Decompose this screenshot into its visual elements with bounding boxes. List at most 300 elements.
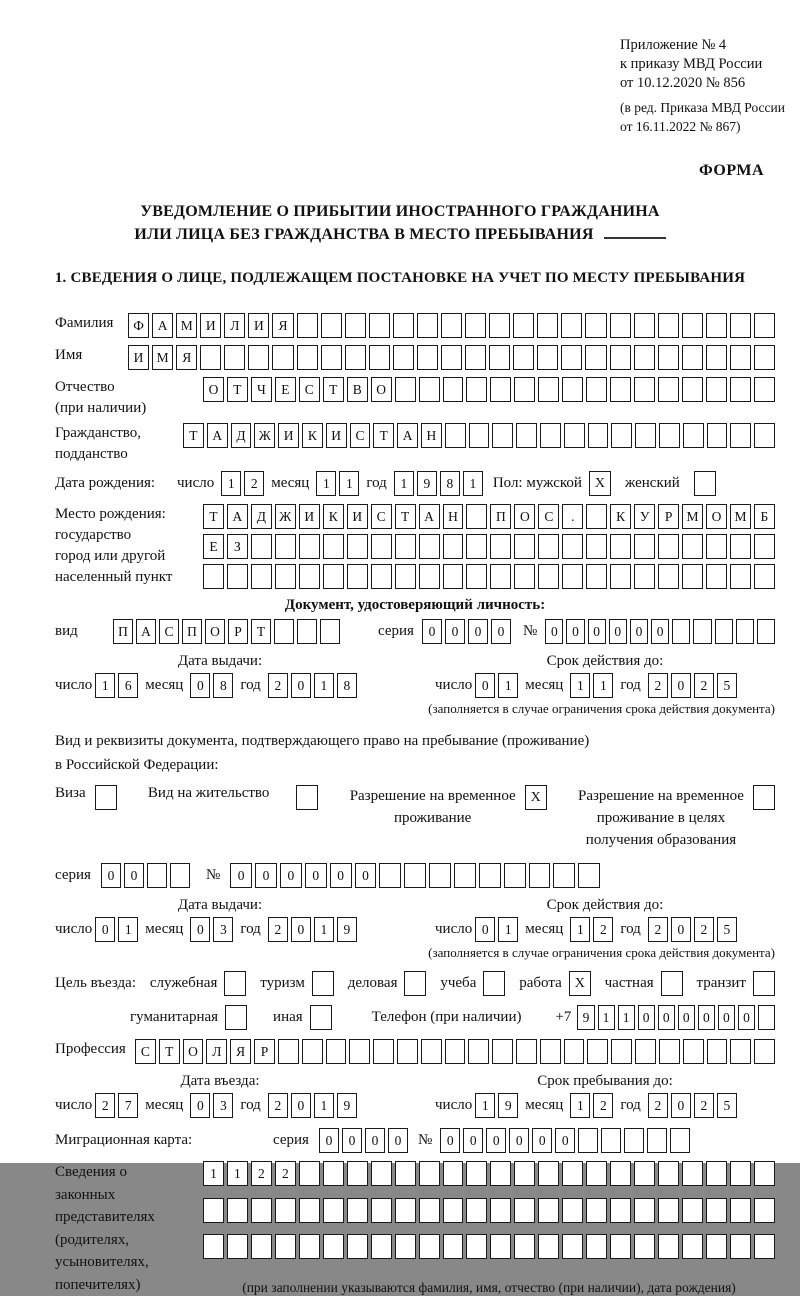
form-cell[interactable] — [537, 345, 558, 370]
form-cell[interactable] — [369, 313, 390, 338]
form-cell[interactable]: О — [706, 504, 727, 529]
form-cell[interactable] — [611, 1039, 632, 1064]
form-cell[interactable]: 2 — [268, 917, 288, 942]
form-cell[interactable] — [754, 423, 775, 448]
purpose-other-checkbox[interactable] — [310, 1005, 332, 1030]
form-cell[interactable]: 0 — [319, 1128, 339, 1153]
form-cell[interactable] — [754, 534, 775, 559]
form-cell[interactable]: 0 — [566, 619, 584, 644]
form-cell[interactable] — [659, 1039, 680, 1064]
form-cell[interactable]: Т — [323, 377, 344, 402]
form-cell[interactable]: 1 — [221, 471, 241, 496]
form-cell[interactable] — [203, 1234, 224, 1259]
purpose-private-checkbox[interactable] — [661, 971, 683, 996]
form-cell[interactable] — [658, 534, 679, 559]
form-cell[interactable]: . — [562, 504, 583, 529]
form-cell[interactable] — [707, 423, 728, 448]
form-cell[interactable] — [538, 534, 559, 559]
temp-residence-checkbox[interactable]: X — [525, 785, 547, 810]
form-cell[interactable] — [395, 564, 416, 589]
form-cell[interactable] — [224, 345, 245, 370]
form-cell[interactable]: 0 — [422, 619, 442, 644]
form-cell[interactable]: Л — [206, 1039, 227, 1064]
form-cell[interactable] — [393, 313, 414, 338]
form-cell[interactable]: 0 — [509, 1128, 529, 1153]
form-cell[interactable] — [754, 313, 775, 338]
form-cell[interactable] — [588, 423, 609, 448]
form-cell[interactable]: 2 — [694, 1093, 714, 1118]
form-cell[interactable] — [227, 564, 248, 589]
form-cell[interactable] — [561, 313, 582, 338]
form-cell[interactable] — [601, 1128, 621, 1153]
form-cell[interactable]: 1 — [598, 1005, 615, 1030]
form-cell[interactable] — [492, 1039, 513, 1064]
form-cell[interactable] — [706, 345, 727, 370]
form-cell[interactable]: 0 — [463, 1128, 483, 1153]
form-cell[interactable] — [419, 1234, 440, 1259]
form-cell[interactable] — [395, 534, 416, 559]
purpose-study-checkbox[interactable] — [483, 971, 505, 996]
form-cell[interactable] — [251, 564, 272, 589]
form-cell[interactable]: М — [152, 345, 173, 370]
form-cell[interactable] — [272, 345, 293, 370]
form-cell[interactable]: 9 — [337, 1093, 357, 1118]
purpose-official-checkbox[interactable] — [224, 971, 246, 996]
form-cell[interactable] — [323, 1198, 344, 1223]
form-cell[interactable]: 1 — [314, 1093, 334, 1118]
form-cell[interactable] — [634, 1198, 655, 1223]
form-cell[interactable]: Р — [228, 619, 248, 644]
form-cell[interactable] — [611, 423, 632, 448]
form-cell[interactable]: 0 — [280, 863, 302, 888]
form-cell[interactable] — [397, 1039, 418, 1064]
form-cell[interactable] — [371, 1198, 392, 1223]
form-cell[interactable] — [658, 1198, 679, 1223]
form-cell[interactable] — [347, 534, 368, 559]
form-cell[interactable] — [345, 345, 366, 370]
form-cell[interactable] — [585, 313, 606, 338]
form-cell[interactable] — [466, 534, 487, 559]
form-cell[interactable]: З — [227, 534, 248, 559]
form-cell[interactable] — [585, 345, 606, 370]
form-cell[interactable]: 0 — [486, 1128, 506, 1153]
form-cell[interactable]: О — [203, 377, 224, 402]
form-cell[interactable]: А — [136, 619, 156, 644]
form-cell[interactable] — [297, 313, 318, 338]
form-cell[interactable] — [754, 345, 775, 370]
form-cell[interactable] — [562, 564, 583, 589]
form-cell[interactable] — [371, 1234, 392, 1259]
form-cell[interactable]: 0 — [330, 863, 352, 888]
form-cell[interactable] — [443, 534, 464, 559]
form-cell[interactable] — [730, 313, 751, 338]
purpose-transit-checkbox[interactable] — [753, 971, 775, 996]
form-cell[interactable] — [553, 863, 575, 888]
form-cell[interactable]: П — [113, 619, 133, 644]
form-cell[interactable]: 2 — [648, 1093, 668, 1118]
form-cell[interactable] — [299, 564, 320, 589]
sex-female-checkbox[interactable] — [694, 471, 716, 496]
form-cell[interactable] — [320, 619, 340, 644]
form-cell[interactable]: 0 — [671, 673, 691, 698]
form-cell[interactable] — [349, 1039, 370, 1064]
form-cell[interactable] — [754, 564, 775, 589]
form-cell[interactable] — [538, 377, 559, 402]
form-cell[interactable]: Е — [203, 534, 224, 559]
form-cell[interactable] — [730, 377, 751, 402]
form-cell[interactable] — [682, 313, 703, 338]
form-cell[interactable] — [347, 1234, 368, 1259]
form-cell[interactable] — [730, 1198, 751, 1223]
form-cell[interactable]: 6 — [118, 673, 138, 698]
form-cell[interactable]: Т — [395, 504, 416, 529]
form-cell[interactable] — [540, 1039, 561, 1064]
form-cell[interactable]: И — [200, 313, 221, 338]
form-cell[interactable] — [203, 1198, 224, 1223]
form-cell[interactable]: 1 — [463, 471, 483, 496]
form-cell[interactable] — [757, 619, 775, 644]
form-cell[interactable] — [730, 1039, 751, 1064]
form-cell[interactable]: И — [326, 423, 347, 448]
form-cell[interactable] — [395, 1161, 416, 1186]
form-cell[interactable] — [586, 1161, 607, 1186]
form-cell[interactable] — [347, 1161, 368, 1186]
form-cell[interactable] — [441, 345, 462, 370]
form-cell[interactable] — [635, 1039, 656, 1064]
form-cell[interactable]: Я — [272, 313, 293, 338]
form-cell[interactable] — [537, 313, 558, 338]
form-cell[interactable]: 9 — [337, 917, 357, 942]
form-cell[interactable]: И — [248, 313, 269, 338]
purpose-work-checkbox[interactable]: X — [569, 971, 591, 996]
form-cell[interactable] — [670, 1128, 690, 1153]
form-cell[interactable] — [658, 564, 679, 589]
form-cell[interactable] — [417, 313, 438, 338]
form-cell[interactable]: К — [610, 504, 631, 529]
form-cell[interactable]: 0 — [491, 619, 511, 644]
form-cell[interactable] — [443, 1234, 464, 1259]
form-cell[interactable] — [634, 1234, 655, 1259]
form-cell[interactable]: Я — [176, 345, 197, 370]
form-cell[interactable] — [683, 1039, 704, 1064]
form-cell[interactable]: Т — [251, 619, 271, 644]
form-cell[interactable]: 0 — [190, 917, 210, 942]
form-cell[interactable] — [302, 1039, 323, 1064]
form-cell[interactable]: С — [159, 619, 179, 644]
purpose-business-checkbox[interactable] — [404, 971, 426, 996]
form-cell[interactable] — [203, 564, 224, 589]
form-cell[interactable] — [147, 863, 167, 888]
form-cell[interactable]: 0 — [445, 619, 465, 644]
form-cell[interactable]: Т — [373, 423, 394, 448]
form-cell[interactable]: 2 — [268, 673, 288, 698]
form-cell[interactable] — [562, 1234, 583, 1259]
form-cell[interactable]: 5 — [717, 917, 737, 942]
form-cell[interactable] — [299, 1161, 320, 1186]
form-cell[interactable]: 0 — [651, 619, 669, 644]
form-cell[interactable]: 5 — [717, 1093, 737, 1118]
form-cell[interactable] — [754, 1198, 775, 1223]
form-cell[interactable] — [562, 1198, 583, 1223]
form-cell[interactable]: О — [371, 377, 392, 402]
form-cell[interactable] — [417, 345, 438, 370]
form-cell[interactable]: 1 — [95, 673, 115, 698]
form-cell[interactable] — [610, 345, 631, 370]
form-cell[interactable] — [634, 564, 655, 589]
form-cell[interactable]: Ж — [254, 423, 275, 448]
form-cell[interactable] — [538, 1198, 559, 1223]
form-cell[interactable] — [730, 423, 751, 448]
form-cell[interactable]: 9 — [577, 1005, 594, 1030]
form-cell[interactable] — [468, 1039, 489, 1064]
form-cell[interactable] — [658, 1161, 679, 1186]
form-cell[interactable] — [323, 534, 344, 559]
form-cell[interactable]: 2 — [244, 471, 264, 496]
form-cell[interactable] — [465, 313, 486, 338]
form-cell[interactable] — [610, 313, 631, 338]
form-cell[interactable]: 0 — [305, 863, 327, 888]
form-cell[interactable]: 0 — [190, 673, 210, 698]
form-cell[interactable]: 1 — [570, 673, 590, 698]
form-cell[interactable]: 2 — [648, 917, 668, 942]
form-cell[interactable] — [624, 1128, 644, 1153]
form-cell[interactable] — [490, 534, 511, 559]
form-cell[interactable]: 1 — [314, 673, 334, 698]
form-cell[interactable]: 2 — [268, 1093, 288, 1118]
form-cell[interactable]: 0 — [388, 1128, 408, 1153]
form-cell[interactable] — [227, 1198, 248, 1223]
form-cell[interactable]: 0 — [365, 1128, 385, 1153]
purpose-humanitarian-checkbox[interactable] — [225, 1005, 247, 1030]
form-cell[interactable]: 0 — [588, 619, 606, 644]
form-cell[interactable]: 0 — [545, 619, 563, 644]
form-cell[interactable] — [371, 534, 392, 559]
form-cell[interactable] — [170, 863, 190, 888]
form-cell[interactable] — [610, 377, 631, 402]
form-cell[interactable] — [419, 1198, 440, 1223]
form-cell[interactable] — [419, 564, 440, 589]
form-cell[interactable] — [514, 1161, 535, 1186]
form-cell[interactable] — [200, 345, 221, 370]
form-cell[interactable]: 1 — [570, 917, 590, 942]
form-cell[interactable]: О — [514, 504, 535, 529]
form-cell[interactable]: 9 — [417, 471, 437, 496]
form-cell[interactable]: 2 — [251, 1161, 272, 1186]
form-cell[interactable]: Р — [254, 1039, 275, 1064]
form-cell[interactable]: 0 — [291, 917, 311, 942]
form-cell[interactable]: Ж — [275, 504, 296, 529]
form-cell[interactable] — [658, 1234, 679, 1259]
form-cell[interactable]: 2 — [593, 1093, 613, 1118]
form-cell[interactable] — [754, 1161, 775, 1186]
form-cell[interactable]: М — [730, 504, 751, 529]
form-cell[interactable] — [466, 1234, 487, 1259]
form-cell[interactable] — [395, 1234, 416, 1259]
form-cell[interactable] — [730, 1161, 751, 1186]
form-cell[interactable] — [227, 1234, 248, 1259]
form-cell[interactable] — [299, 1198, 320, 1223]
form-cell[interactable]: 0 — [475, 917, 495, 942]
form-cell[interactable]: 2 — [694, 673, 714, 698]
form-cell[interactable]: 0 — [124, 863, 144, 888]
form-cell[interactable] — [586, 377, 607, 402]
form-cell[interactable] — [730, 564, 751, 589]
form-cell[interactable] — [371, 564, 392, 589]
form-cell[interactable] — [490, 564, 511, 589]
form-cell[interactable]: 0 — [291, 673, 311, 698]
form-cell[interactable] — [251, 534, 272, 559]
form-cell[interactable]: А — [419, 504, 440, 529]
form-cell[interactable] — [610, 534, 631, 559]
form-cell[interactable] — [516, 1039, 537, 1064]
form-cell[interactable] — [347, 564, 368, 589]
form-cell[interactable] — [326, 1039, 347, 1064]
form-cell[interactable] — [634, 345, 655, 370]
form-cell[interactable] — [706, 1198, 727, 1223]
form-cell[interactable]: А — [227, 504, 248, 529]
form-cell[interactable] — [465, 345, 486, 370]
form-cell[interactable]: И — [347, 504, 368, 529]
form-cell[interactable] — [706, 534, 727, 559]
form-cell[interactable] — [754, 377, 775, 402]
form-cell[interactable]: 0 — [671, 917, 691, 942]
form-cell[interactable] — [538, 1234, 559, 1259]
form-cell[interactable]: 0 — [475, 673, 495, 698]
form-cell[interactable] — [323, 564, 344, 589]
form-cell[interactable] — [514, 564, 535, 589]
form-cell[interactable] — [682, 345, 703, 370]
form-cell[interactable]: К — [302, 423, 323, 448]
form-cell[interactable]: Т — [183, 423, 204, 448]
form-cell[interactable] — [275, 1198, 296, 1223]
form-cell[interactable] — [466, 377, 487, 402]
form-cell[interactable] — [513, 313, 534, 338]
form-cell[interactable] — [489, 313, 510, 338]
form-cell[interactable]: 1 — [314, 917, 334, 942]
form-cell[interactable] — [635, 423, 656, 448]
form-cell[interactable]: 0 — [95, 917, 115, 942]
form-cell[interactable] — [658, 313, 679, 338]
form-cell[interactable]: С — [299, 377, 320, 402]
form-cell[interactable]: 0 — [658, 1005, 675, 1030]
form-cell[interactable] — [564, 423, 585, 448]
form-cell[interactable] — [562, 377, 583, 402]
form-cell[interactable] — [514, 377, 535, 402]
form-cell[interactable] — [404, 863, 426, 888]
form-cell[interactable] — [529, 863, 551, 888]
form-cell[interactable]: С — [538, 504, 559, 529]
form-cell[interactable] — [578, 863, 600, 888]
form-cell[interactable] — [587, 1039, 608, 1064]
form-cell[interactable]: Б — [754, 504, 775, 529]
form-cell[interactable] — [683, 423, 704, 448]
form-cell[interactable] — [610, 564, 631, 589]
form-cell[interactable] — [578, 1128, 598, 1153]
form-cell[interactable] — [647, 1128, 667, 1153]
form-cell[interactable]: К — [323, 504, 344, 529]
form-cell[interactable] — [429, 863, 451, 888]
form-cell[interactable] — [421, 1039, 442, 1064]
form-cell[interactable] — [419, 377, 440, 402]
form-cell[interactable]: Т — [203, 504, 224, 529]
form-cell[interactable] — [323, 1161, 344, 1186]
form-cell[interactable] — [707, 1039, 728, 1064]
form-cell[interactable]: 1 — [316, 471, 336, 496]
form-cell[interactable]: Д — [231, 423, 252, 448]
form-cell[interactable] — [562, 1161, 583, 1186]
form-cell[interactable] — [321, 313, 342, 338]
form-cell[interactable] — [706, 377, 727, 402]
form-cell[interactable] — [682, 564, 703, 589]
form-cell[interactable] — [490, 1198, 511, 1223]
form-cell[interactable] — [275, 534, 296, 559]
form-cell[interactable] — [466, 1198, 487, 1223]
form-cell[interactable] — [274, 619, 294, 644]
form-cell[interactable]: А — [152, 313, 173, 338]
form-cell[interactable] — [345, 313, 366, 338]
form-cell[interactable] — [504, 863, 526, 888]
form-cell[interactable] — [659, 423, 680, 448]
form-cell[interactable]: 1 — [498, 673, 518, 698]
form-cell[interactable] — [297, 345, 318, 370]
form-cell[interactable]: 0 — [678, 1005, 695, 1030]
form-cell[interactable] — [682, 1198, 703, 1223]
form-cell[interactable] — [634, 313, 655, 338]
form-cell[interactable] — [754, 1039, 775, 1064]
form-cell[interactable]: 1 — [394, 471, 414, 496]
form-cell[interactable] — [299, 534, 320, 559]
form-cell[interactable] — [586, 534, 607, 559]
form-cell[interactable]: 0 — [342, 1128, 362, 1153]
form-cell[interactable]: 0 — [718, 1005, 735, 1030]
form-cell[interactable]: 2 — [648, 673, 668, 698]
form-cell[interactable] — [682, 1234, 703, 1259]
form-cell[interactable] — [490, 377, 511, 402]
form-cell[interactable]: 0 — [440, 1128, 460, 1153]
purpose-tourism-checkbox[interactable] — [312, 971, 334, 996]
form-cell[interactable] — [443, 1198, 464, 1223]
form-cell[interactable]: 0 — [291, 1093, 311, 1118]
form-cell[interactable] — [634, 377, 655, 402]
form-cell[interactable]: В — [347, 377, 368, 402]
form-cell[interactable] — [490, 1161, 511, 1186]
form-cell[interactable] — [347, 1198, 368, 1223]
form-cell[interactable]: 0 — [638, 1005, 655, 1030]
form-cell[interactable]: С — [135, 1039, 156, 1064]
form-cell[interactable] — [297, 619, 317, 644]
form-cell[interactable]: 0 — [255, 863, 277, 888]
form-cell[interactable]: 1 — [618, 1005, 635, 1030]
form-cell[interactable]: Ф — [128, 313, 149, 338]
form-cell[interactable]: С — [371, 504, 392, 529]
form-cell[interactable]: П — [490, 504, 511, 529]
form-cell[interactable]: И — [128, 345, 149, 370]
form-cell[interactable]: Д — [251, 504, 272, 529]
form-cell[interactable]: 8 — [213, 673, 233, 698]
form-cell[interactable] — [634, 534, 655, 559]
form-cell[interactable] — [492, 423, 513, 448]
form-cell[interactable]: 1 — [227, 1161, 248, 1186]
form-cell[interactable]: А — [397, 423, 418, 448]
form-cell[interactable]: 0 — [355, 863, 377, 888]
form-cell[interactable]: 0 — [698, 1005, 715, 1030]
form-cell[interactable] — [610, 1161, 631, 1186]
form-cell[interactable]: 0 — [532, 1128, 552, 1153]
form-cell[interactable]: 1 — [475, 1093, 495, 1118]
form-cell[interactable] — [393, 345, 414, 370]
form-cell[interactable] — [371, 1161, 392, 1186]
form-cell[interactable] — [513, 345, 534, 370]
